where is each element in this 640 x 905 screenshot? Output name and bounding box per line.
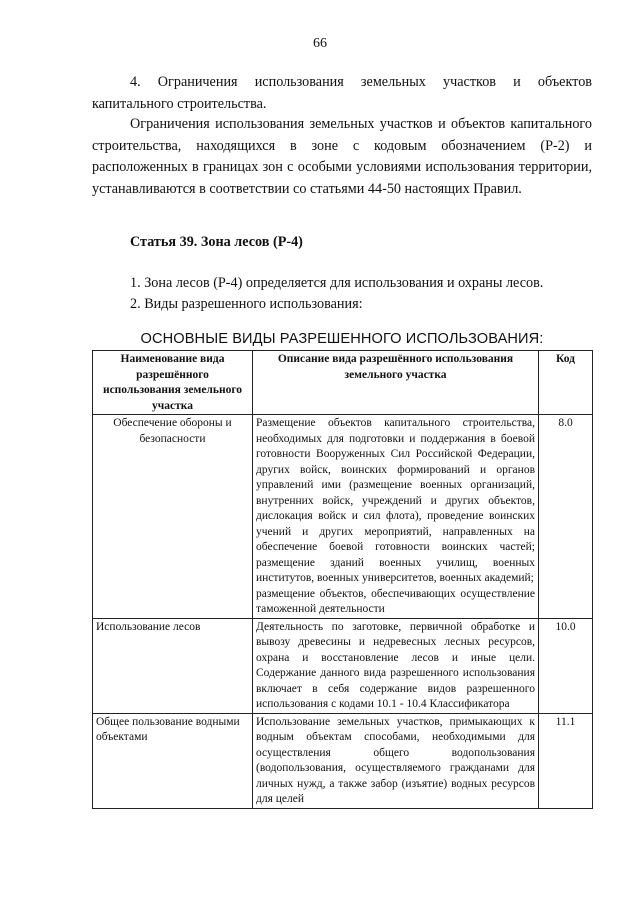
row-code: 8.0 (539, 415, 593, 619)
row-description-part: Размещение объектов капитального строительства, необходимых для подготовки и поддержания в боевой готовности Вооруженных Сил Российской Федерации, других войск, воинских формирований и органов управлений ими (размещение военных организаций, внутренних войск, учреждений и других объектов, дислокация войск и сил флота), проведение воинских учений и других мероприятий, направленных на обеспечение боевой готовности воинских частей; размещение зданий военных училищ, военных институтов, военных университетов, военных академий; (256, 417, 535, 584)
header-description: Описание вида разрешённого использования земельного участка (253, 351, 539, 415)
row-description-part: размещение объектов, обеспечивающих осуществление таможенной деятельности (256, 587, 535, 615)
row-description (253, 415, 539, 619)
header-code: Код (539, 351, 593, 415)
list-item-permitted-uses: 2. Виды разрешенного использования: (130, 296, 363, 312)
row-description: Использование земельных участков, примыкающих к водным объектам способами, необходимыми для осуществления общего водопользования (водопользования, осуществляемого гражданами для личных нужд, а также забор (изъятие) водных ресурсов для целей (253, 713, 539, 808)
permitted-uses-table (92, 350, 593, 809)
paragraph-restrictions-title: 4. Ограничения использования земельных участков и объектов капитального строительства. (92, 74, 592, 112)
row-name: Использование лесов (93, 618, 253, 713)
row-code: 11.1 (539, 713, 593, 808)
table-header-row (93, 351, 593, 415)
table-row (93, 618, 593, 713)
table-title: ОСНОВНЫЕ ВИДЫ РАЗРЕШЕННОГО ИСПОЛЬЗОВАНИЯ: (140, 331, 544, 347)
row-description: Деятельность по заготовке, первичной обработке и вывозу древесины и недревесных лесных ресурсов, охрана и восстановление лесов и иные цели. Содержание данного вида разрешенного использования включает в себя содержание видов разрешенного использования с кодами 10.1 - 10.4 Классификатора (253, 618, 539, 713)
table-row (93, 415, 593, 619)
row-name: Общее пользование водными объектами (93, 713, 253, 808)
table-row (93, 713, 593, 808)
list-item-zone-definition: 1. Зона лесов (Р-4) определяется для использования и охраны лесов. (130, 275, 544, 291)
article-heading: Статья 39. Зона лесов (Р-4) (130, 234, 303, 250)
header-name: Наименование вида разрешённого использования земельного участка (93, 351, 253, 415)
paragraph-restrictions-body: Ограничения использования земельных участков и объектов капитального строительства, находящихся в зоне с кодовым обозначением (Р-2) и расположенных в границах зон с особыми условиями использования территории, устанавливаются в соответствии со статьями 44-50 настоящих Правил. (92, 116, 592, 197)
row-code: 10.0 (539, 618, 593, 713)
row-name: Обеспечение обороны и безопасности (93, 415, 253, 619)
page-number: 66 (313, 36, 327, 51)
